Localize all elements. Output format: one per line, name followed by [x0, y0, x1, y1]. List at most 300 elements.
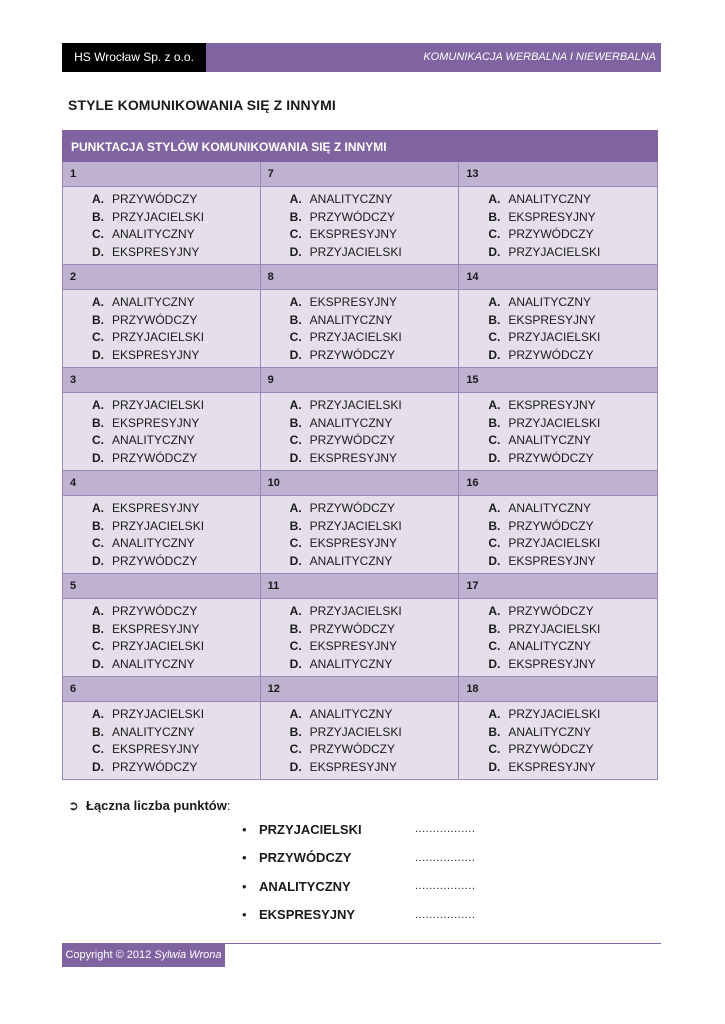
option-letter: C. [289, 330, 302, 345]
option-text: PRZYJACIELSKI [309, 518, 402, 533]
answer-option [488, 432, 657, 450]
option-letter: B. [92, 312, 104, 327]
question-block [62, 265, 658, 368]
option-text: PRZYWÓDCZY [112, 192, 198, 206]
question-options [261, 290, 460, 368]
option-letter: B. [92, 209, 104, 224]
option-text: EKSPRESYJNY [508, 312, 596, 327]
answer-option [488, 621, 657, 639]
question-block [62, 368, 658, 471]
option-text: ANALITYCZNY [309, 312, 393, 327]
answer-option [92, 415, 260, 433]
option-letter: D. [488, 450, 501, 465]
answer-option [92, 191, 260, 209]
option-letter: C. [289, 742, 302, 757]
answer-option [92, 656, 260, 674]
answer-option [488, 191, 657, 209]
option-text: PRZYWÓDCZY [508, 347, 594, 362]
option-text: PRZYJACIELSKI [112, 639, 205, 654]
option-text: EKSPRESYJNY [112, 415, 200, 430]
option-letter: D. [289, 656, 302, 671]
answer-option [488, 415, 657, 433]
question-number: 10 [261, 471, 460, 496]
option-letter: D. [488, 244, 501, 259]
answer-option [290, 347, 459, 365]
question-number-row [62, 368, 658, 393]
answer-option [290, 226, 459, 244]
option-letter: B. [488, 621, 501, 636]
question-options [261, 496, 460, 574]
answer-option [92, 724, 260, 742]
total-item [242, 844, 475, 873]
question-number-row [62, 162, 658, 187]
option-letter: A. [289, 501, 302, 515]
score-blank: ................. [415, 908, 476, 921]
option-text: PRZYWÓDCZY [309, 347, 395, 362]
answer-option [488, 553, 657, 571]
answer-option [290, 759, 459, 777]
option-text: PRZYWÓDCZY [309, 742, 395, 757]
answer-option [290, 638, 459, 656]
option-letter: C. [92, 433, 104, 448]
option-letter: C. [488, 433, 501, 448]
option-letter: A. [289, 192, 302, 206]
answer-option [92, 603, 260, 621]
option-text: ANALITYCZNY [309, 707, 393, 721]
option-text: EKSPRESYJNY [508, 656, 596, 671]
option-letter: A. [92, 192, 104, 206]
option-letter: B. [488, 724, 501, 739]
option-text: PRZYWÓDCZY [309, 209, 395, 224]
option-letter: C. [92, 330, 104, 345]
option-letter: A. [92, 501, 104, 515]
option-text: ANALITYCZNY [112, 656, 195, 671]
answer-option [290, 312, 459, 330]
answer-option [488, 500, 657, 518]
bullet-icon: • [242, 878, 247, 894]
option-text: EKSPRESYJNY [112, 347, 200, 362]
question-options [261, 702, 460, 780]
option-letter: A. [92, 398, 104, 412]
option-letter: C. [92, 536, 104, 551]
question-options [62, 599, 261, 677]
copyright-text: Copyright © 2012 [65, 949, 152, 961]
answer-option [488, 656, 657, 674]
question-options [62, 290, 261, 368]
answer-option [92, 621, 260, 639]
answer-option [290, 621, 459, 639]
scoring-table [62, 130, 658, 780]
option-text: PRZYJACIELSKI [508, 536, 601, 551]
question-block [62, 574, 658, 677]
option-letter: B. [92, 518, 104, 533]
style-name: PRZYWÓDCZY [259, 850, 352, 866]
question-options-row [62, 290, 658, 368]
option-text: PRZYWÓDCZY [508, 450, 594, 465]
answer-option [488, 518, 657, 536]
option-text: PRZYWÓDCZY [309, 621, 395, 636]
answer-option [488, 294, 657, 312]
option-letter: B. [289, 209, 302, 224]
option-letter: D. [488, 759, 501, 774]
question-options [62, 702, 261, 780]
answer-option [488, 226, 657, 244]
question-number-row [62, 471, 658, 496]
option-letter: D. [92, 656, 104, 671]
question-number: 12 [261, 677, 460, 702]
answer-option [488, 347, 657, 365]
question-options [459, 599, 658, 677]
answer-option [92, 553, 260, 571]
option-text: EKSPRESYJNY [508, 209, 596, 224]
arrow-right-icon: ➲ [68, 798, 79, 813]
answer-option [488, 603, 657, 621]
answer-option [290, 706, 459, 724]
option-text: EKSPRESYJNY [112, 621, 200, 636]
answer-option [92, 226, 260, 244]
question-block [62, 162, 658, 265]
question-options [62, 393, 261, 471]
option-text: PRZYJACIELSKI [508, 415, 601, 430]
question-options-row [62, 599, 658, 677]
document-subject: KOMUNIKACJA WERBALNA I NIEWERBALNA [423, 51, 656, 63]
option-letter: C. [92, 742, 104, 757]
score-blank: ................. [415, 880, 476, 893]
option-text: PRZYJACIELSKI [508, 330, 601, 345]
question-number: 11 [261, 574, 460, 599]
option-text: PRZYWÓDCZY [112, 759, 198, 774]
company-name: HS Wrocław Sp. z o.o. [62, 43, 206, 72]
answer-option [92, 741, 260, 759]
option-letter: D. [289, 759, 302, 774]
question-options [261, 599, 460, 677]
option-letter: D. [289, 553, 302, 568]
answer-option [92, 500, 260, 518]
option-text: ANALITYCZNY [508, 192, 591, 206]
option-text: EKSPRESYJNY [309, 536, 398, 551]
question-options [62, 496, 261, 574]
bullet-icon: • [242, 821, 247, 837]
option-text: PRZYWÓDCZY [508, 227, 594, 242]
question-options [459, 290, 658, 368]
option-letter: A. [92, 707, 104, 721]
bullet-icon: • [242, 850, 247, 866]
option-letter: C. [488, 330, 501, 345]
option-text: ANALITYCZNY [309, 553, 393, 568]
option-letter: D. [289, 347, 302, 362]
option-letter: C. [488, 227, 501, 242]
question-number-row [62, 574, 658, 599]
answer-option [92, 244, 260, 262]
question-number: 9 [261, 368, 460, 393]
option-letter: D. [289, 450, 302, 465]
option-text: EKSPRESYJNY [112, 742, 200, 757]
question-options-row [62, 496, 658, 574]
option-text: PRZYJACIELSKI [112, 330, 205, 345]
option-text: ANALITYCZNY [112, 433, 195, 448]
answer-option [290, 294, 459, 312]
option-text: EKSPRESYJNY [508, 759, 596, 774]
option-letter: A. [92, 295, 104, 309]
answer-option [290, 500, 459, 518]
total-item [242, 872, 475, 901]
total-points-colon: : [226, 798, 231, 813]
page-title: STYLE KOMUNIKOWANIA SIĘ Z INNYMI [68, 97, 336, 113]
answer-option [290, 209, 459, 227]
answer-option [92, 312, 260, 330]
question-options [62, 187, 261, 265]
option-text: PRZYJACIELSKI [508, 707, 601, 721]
question-number: 18 [459, 677, 658, 702]
option-letter: B. [289, 415, 302, 430]
answer-option [290, 397, 459, 415]
option-letter: C. [488, 639, 501, 654]
answer-option [92, 759, 260, 777]
option-letter: C. [92, 227, 104, 242]
answer-option [290, 244, 459, 262]
option-letter: A. [289, 604, 302, 618]
option-text: ANALITYCZNY [508, 295, 591, 309]
total-points-label [68, 798, 230, 814]
option-letter: A. [488, 192, 501, 206]
option-text: EKSPRESYJNY [309, 639, 398, 654]
question-options [261, 187, 460, 265]
option-text: EKSPRESYJNY [508, 398, 596, 412]
question-options [261, 393, 460, 471]
answer-option [92, 535, 260, 553]
answer-option [290, 724, 459, 742]
footer-copyright [62, 944, 225, 967]
option-letter: C. [289, 639, 302, 654]
question-number: 3 [62, 368, 261, 393]
option-text: EKSPRESYJNY [112, 244, 200, 259]
author-name: Sylwia Wrona [154, 949, 222, 961]
option-letter: D. [92, 553, 104, 568]
answer-option [92, 432, 260, 450]
total-item [242, 815, 475, 844]
style-name: ANALITYCZNY [259, 878, 351, 894]
answer-option [488, 741, 657, 759]
question-number: 1 [62, 162, 261, 187]
option-text: PRZYWÓDCZY [309, 501, 395, 515]
answer-option [92, 450, 260, 468]
question-options-row [62, 702, 658, 780]
option-letter: D. [488, 656, 501, 671]
option-text: PRZYJACIELSKI [309, 398, 402, 412]
option-text: PRZYJACIELSKI [112, 398, 205, 412]
question-number: 8 [261, 265, 460, 290]
answer-option [290, 741, 459, 759]
question-number-row [62, 677, 658, 702]
option-text: PRZYWÓDCZY [309, 433, 395, 448]
answer-option [290, 603, 459, 621]
answer-option [92, 347, 260, 365]
option-letter: D. [92, 347, 104, 362]
answer-option [488, 244, 657, 262]
option-letter: A. [92, 604, 104, 618]
option-text: PRZYJACIELSKI [508, 621, 601, 636]
option-text: PRZYWÓDCZY [508, 604, 594, 618]
option-text: PRZYJACIELSKI [112, 518, 205, 533]
option-letter: A. [488, 398, 501, 412]
answer-option [92, 518, 260, 536]
option-letter: B. [289, 312, 302, 327]
option-text: PRZYWÓDCZY [508, 742, 594, 757]
question-number: 2 [62, 265, 261, 290]
option-letter: B. [289, 518, 302, 533]
option-letter: D. [488, 553, 501, 568]
option-letter: A. [289, 295, 302, 309]
answer-option [290, 518, 459, 536]
option-letter: D. [488, 347, 501, 362]
option-letter: C. [289, 536, 302, 551]
option-text: ANALITYCZNY [508, 433, 591, 448]
option-text: ANALITYCZNY [112, 536, 195, 551]
option-text: PRZYWÓDCZY [112, 553, 198, 568]
option-letter: D. [92, 450, 104, 465]
bullet-icon: • [242, 907, 247, 923]
question-number: 4 [62, 471, 261, 496]
option-text: ANALITYCZNY [309, 656, 393, 671]
question-number: 14 [459, 265, 658, 290]
option-text: ANALITYCZNY [508, 501, 591, 515]
option-letter: D. [289, 244, 302, 259]
option-letter: C. [92, 639, 104, 654]
option-text: ANALITYCZNY [508, 724, 591, 739]
option-letter: C. [488, 742, 501, 757]
option-text: PRZYWÓDCZY [112, 450, 198, 465]
answer-option [92, 638, 260, 656]
answer-option [92, 329, 260, 347]
option-text: EKSPRESYJNY [508, 553, 596, 568]
question-number-row [62, 265, 658, 290]
answer-option [488, 724, 657, 742]
question-number: 16 [459, 471, 658, 496]
answer-option [488, 759, 657, 777]
option-letter: C. [289, 227, 302, 242]
option-text: ANALITYCZNY [112, 227, 195, 242]
question-number: 7 [261, 162, 460, 187]
option-text: ANALITYCZNY [508, 639, 591, 654]
option-letter: A. [488, 295, 501, 309]
answer-option [290, 432, 459, 450]
style-name: EKSPRESYJNY [259, 907, 356, 923]
option-text: ANALITYCZNY [112, 724, 195, 739]
option-letter: B. [92, 415, 104, 430]
option-text: PRZYJACIELSKI [309, 244, 402, 259]
option-text: ANALITYCZNY [309, 192, 393, 206]
question-number: 15 [459, 368, 658, 393]
answer-option [290, 656, 459, 674]
answer-option [488, 329, 657, 347]
option-letter: B. [488, 518, 501, 533]
option-text: PRZYJACIELSKI [112, 209, 205, 224]
option-text: PRZYJACIELSKI [309, 724, 402, 739]
question-number: 17 [459, 574, 658, 599]
question-options-row [62, 187, 658, 265]
answer-option [488, 397, 657, 415]
option-letter: A. [289, 707, 302, 721]
question-options-row [62, 393, 658, 471]
answer-option [290, 329, 459, 347]
option-letter: B. [289, 621, 302, 636]
total-points-text: Łączna liczba punktów [86, 798, 227, 813]
question-number: 5 [62, 574, 261, 599]
option-letter: B. [92, 724, 104, 739]
option-text: EKSPRESYJNY [309, 759, 398, 774]
answer-option [290, 415, 459, 433]
option-text: PRZYJACIELSKI [309, 330, 402, 345]
question-options [459, 702, 658, 780]
answer-option [488, 209, 657, 227]
option-letter: A. [488, 707, 501, 721]
question-block [62, 471, 658, 574]
answer-option [92, 397, 260, 415]
option-text: EKSPRESYJNY [309, 227, 398, 242]
question-options [459, 393, 658, 471]
option-text: EKSPRESYJNY [309, 450, 398, 465]
answer-option [92, 209, 260, 227]
answer-option [488, 535, 657, 553]
score-blank: ................. [415, 851, 476, 864]
question-options [459, 496, 658, 574]
option-letter: A. [488, 501, 501, 515]
option-letter: B. [488, 312, 501, 327]
option-letter: B. [488, 415, 501, 430]
question-options [459, 187, 658, 265]
question-number: 13 [459, 162, 658, 187]
option-text: PRZYJACIELSKI [309, 604, 402, 618]
option-letter: B. [92, 621, 104, 636]
option-letter: B. [488, 209, 501, 224]
option-text: PRZYWÓDCZY [508, 518, 594, 533]
answer-option [92, 706, 260, 724]
answer-option [92, 294, 260, 312]
answer-option [488, 312, 657, 330]
option-text: PRZYJACIELSKI [508, 244, 601, 259]
style-name: PRZYJACIELSKI [259, 821, 362, 837]
option-text: ANALITYCZNY [112, 295, 195, 309]
option-text: EKSPRESYJNY [112, 501, 200, 515]
answer-option [488, 706, 657, 724]
total-points-list [242, 815, 475, 929]
answer-option [290, 535, 459, 553]
option-letter: C. [488, 536, 501, 551]
total-item [242, 901, 475, 930]
option-letter: D. [92, 244, 104, 259]
option-text: PRZYWÓDCZY [112, 312, 198, 327]
question-number: 6 [62, 677, 261, 702]
scoring-table-heading: PUNKTACJA STYLÓW KOMUNIKOWANIA SIĘ Z INNYMI [62, 130, 658, 162]
option-text: PRZYJACIELSKI [112, 707, 205, 721]
option-letter: A. [488, 604, 501, 618]
answer-option [290, 553, 459, 571]
answer-option [488, 638, 657, 656]
option-letter: C. [289, 433, 302, 448]
scoring-table-body [62, 162, 658, 780]
option-text: ANALITYCZNY [309, 415, 393, 430]
answer-option [488, 450, 657, 468]
answer-option [290, 450, 459, 468]
option-text: EKSPRESYJNY [309, 295, 398, 309]
answer-option [290, 191, 459, 209]
option-letter: A. [289, 398, 302, 412]
option-text: PRZYWÓDCZY [112, 604, 198, 618]
option-letter: D. [92, 759, 104, 774]
question-block [62, 677, 658, 780]
option-letter: B. [289, 724, 302, 739]
score-blank: ................. [415, 823, 476, 836]
